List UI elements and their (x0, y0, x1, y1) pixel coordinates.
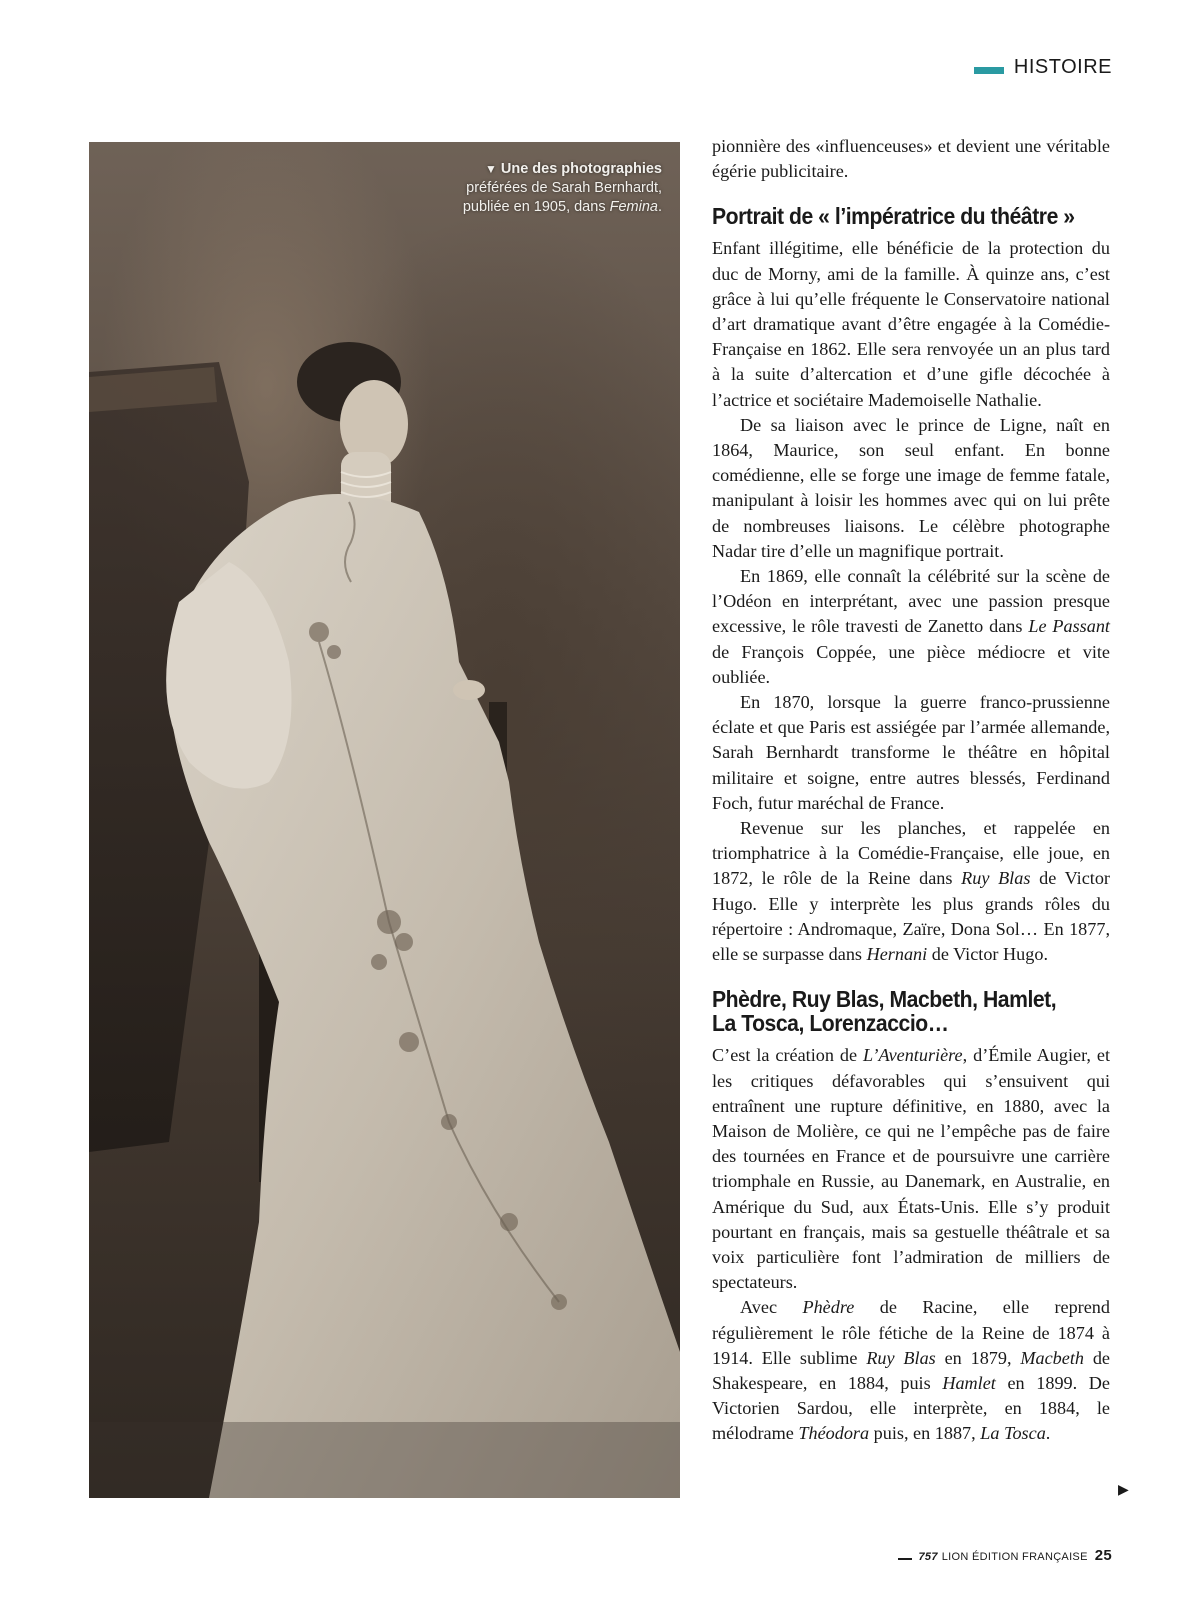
caption-lead: Une des photographies (500, 161, 662, 177)
paragraph-1: Enfant illégitime, elle bénéficie de la protection du duc de Morny, ami de la famille. À quinze ans, c’est grâce à lui qu’elle fréquente le Conservatoire national d’art dramatique avant d’être engagée à la Comédie-Française en 1862. Elle sera renvoyée un an plus tard à la suite d’altercation et d’une gifle décochée à l’actrice et sociétaire Mademoiselle Nathalie. (712, 238, 1110, 410)
paragraph-5: Revenue sur les planches, et rappelée en triomphatrice à la Comédie-Française, elle joue, en 1872, le rôle de la Reine dans Ruy Blas de Victor Hugo. Elle y interprète les plus grands rôles du répertoire : Andromaque, Zaïre, Dona Sol… En 1877, elle se surpasse dans Hernani de Victor Hugo. (712, 818, 1110, 965)
continue-arrow-icon: ▶ (1118, 1482, 1129, 1498)
article-column (712, 134, 1110, 1447)
footer-publication: LION ÉDITION FRANÇAISE (941, 1551, 1088, 1563)
section-accent-bar (974, 67, 1004, 74)
caption-triangle-icon: ▼ (484, 162, 497, 176)
page-number: 25 (1094, 1547, 1112, 1564)
portrait-photo (89, 142, 680, 1498)
page-footer (898, 1547, 1112, 1564)
caption-magazine: Femina (609, 199, 658, 215)
section-tag (974, 56, 1112, 79)
footer-dash (898, 1558, 912, 1560)
paragraph-7: Avec Phèdre de Racine, elle reprend régulièrement le rôle fétiche de la Reine de 1874 à 1914. Elle sublime Ruy Blas en 1879, Macbeth de Shakespeare, en 1884, puis Hamlet en 1899. De Victorien Sardou, elle interprète, en 1884, le mélodrame Théodora puis, en 1887, La Tosca. (712, 1297, 1110, 1444)
paragraph-4: En 1870, lorsque la guerre franco-prussienne éclate et que Paris est assiégée par l’armée allemande, Sarah Bernhardt transforme le théâtre en hôpital militaire et soigne, entre autres blessés, Ferdinand Foch, futur maréchal de France. (712, 692, 1110, 813)
paragraph-6: C’est la création de L’Aventurière, d’Émile Augier, et les critiques défavorables qui s’ensuivent qui entraînent une rupture définitive, en 1880, avec la Maison de Molière, ce qui ne l’empêche pas de faire des tournées en France et de poursuivre une carrière triomphale en Russie, au Danemark, en Australie, en Amérique du Sud, aux États-Unis. Elle s’y produit pourtant en français, mais sa gestuelle théâtrale et sa voix particulière font l’admiration de milliers de spectateurs. (712, 1045, 1110, 1293)
section-label: HISTOIRE (1013, 56, 1112, 78)
footer-brand: 757 (918, 1551, 938, 1563)
photo-caption (432, 160, 662, 217)
paragraph-3: En 1869, elle connaît la célébrité sur la scène de l’Odéon en interprétant, avec une passion presque excessive, le rôle travesti de Zanetto dans Le Passant de François Coppée, une pièce médiocre et vite oubliée. (712, 566, 1110, 687)
intro-paragraph: pionnière des «influenceuses» et devient une véritable égérie publicitaire. (712, 136, 1110, 182)
heading-portrait: Portrait de « l’impératrice du théâtre » (712, 203, 1075, 230)
caption-text: préférées de Sarah Bernhardt, publiée en 1905, dans (462, 180, 662, 215)
caption-end: . (657, 199, 662, 215)
heading-roles: Phèdre, Ruy Blas, Macbeth, Hamlet, La Tosca, Lorenzaccio… (712, 986, 1057, 1037)
paragraph-2: De sa liaison avec le prince de Ligne, naît en 1864, Maurice, son seul enfant. En bonne comédienne, elle se forge une image de femme fatale, manipulant à loisir les hommes avec qui on lui prête de nombreuses liaisons. Le célèbre photographe Nadar tire d’elle un magnifique portrait. (712, 414, 1110, 561)
portrait-illustration (89, 142, 680, 1498)
